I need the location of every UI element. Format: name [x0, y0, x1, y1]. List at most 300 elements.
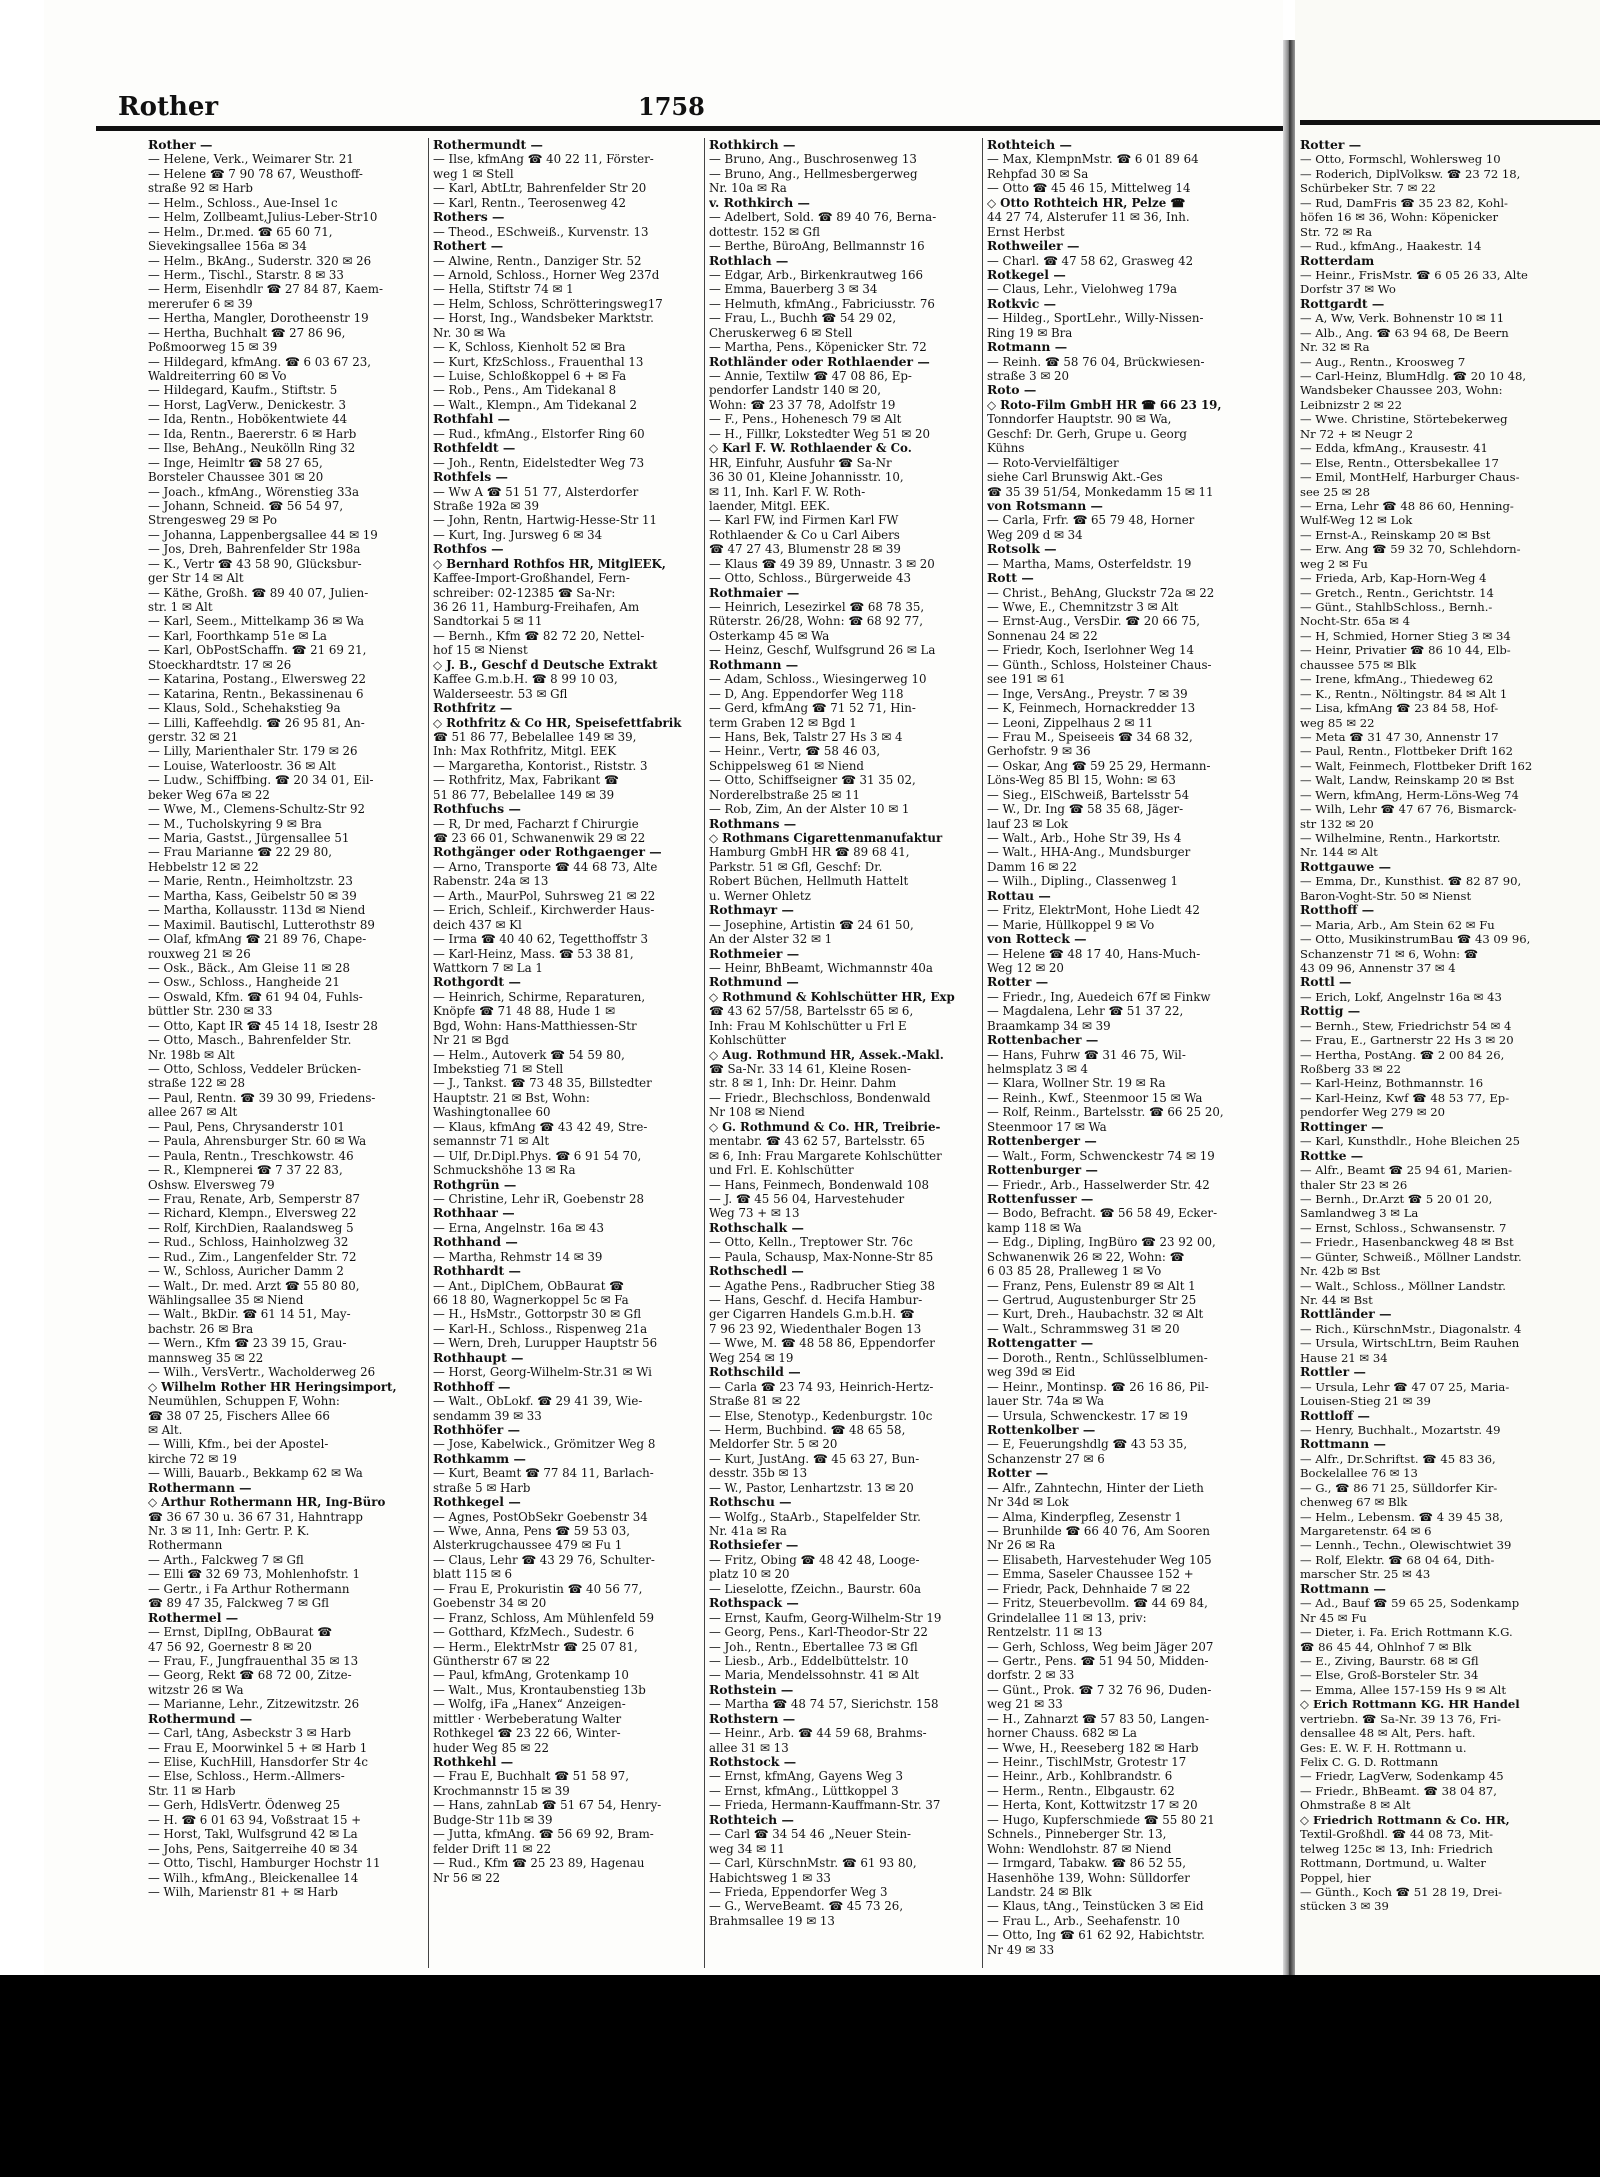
- surname-heading: Rothfels —: [433, 470, 508, 485]
- directory-entry-line: Roßberg 33 ✉ 22: [1300, 1062, 1401, 1076]
- directory-entry-line: — Otto, Tischl, Hamburger Hochstr 11: [148, 1856, 381, 1871]
- directory-entry-line: — K, Schloss, Kienholt 52 ✉ Bra: [433, 340, 626, 355]
- surname-heading: Rothstock —: [709, 1755, 797, 1769]
- directory-entry-line: beker Weg 67a ✉ 22: [148, 787, 270, 802]
- directory-entry-line: Wattkorn 7 ✉ La 1: [433, 960, 543, 975]
- directory-entry-line: — Gertr., i Fa Arthur Rothermann: [148, 1581, 350, 1596]
- surname-heading: Rothmeier —: [709, 946, 800, 961]
- directory-entry-line: — Walt., Arb., Hohe Str 39, Hs 4: [987, 831, 1182, 845]
- directory-entry-line: büttler Str. 230 ✉ 33: [148, 1004, 273, 1019]
- directory-entry-line: — J., Tankst. ☎ 73 48 35, Billstedter: [433, 1076, 652, 1091]
- directory-entry-line: — Hertha, PostAng. ☎ 2 00 84 26,: [1300, 1047, 1505, 1062]
- surname-heading: Rothschedl —: [709, 1264, 804, 1279]
- directory-entry-line: — Karl FW, ind Firmen Karl FW: [709, 513, 899, 528]
- directory-entry-line: — Agnes, PostObSekr Goebenstr 34: [433, 1509, 648, 1524]
- surname-heading: Rothermundt —: [433, 138, 543, 152]
- directory-entry-line: Nr. 41a ✉ Ra: [709, 1524, 787, 1538]
- directory-entry-line: Kohlschütter: [709, 1033, 786, 1048]
- directory-entry-line: — Wilh., kfmAng., Bleickenallee 14: [148, 1870, 359, 1885]
- directory-entry-line: — Franz, Pens, Eulenstr 89 ✉ Alt 1: [987, 1278, 1196, 1293]
- directory-entry-line: allee 31 ✉ 13: [709, 1740, 789, 1755]
- surname-heading: Rothmann —: [709, 657, 799, 672]
- directory-entry-line: — Christ., BehAng, Gluckstr 72a ✉ 22: [987, 585, 1215, 600]
- directory-entry-line: Nr 56 ✉ 22: [433, 1870, 501, 1885]
- surname-heading: Rottenfusser —: [987, 1191, 1094, 1206]
- directory-entry-line: — Klaus, tAng., Teinstücken 3 ✉ Eid: [987, 1899, 1204, 1914]
- directory-entry-line: — Ilse, kfmAng ☎ 40 22 11, Förster-: [433, 152, 654, 167]
- directory-entry-line: — Erna, Lehr ☎ 48 86 60, Henning-: [1300, 498, 1514, 513]
- directory-entry-line: — Georg, Pens., Karl-Theodor-Str 22: [709, 1625, 928, 1640]
- directory-entry-line: — Frau, Renate, Arb, Semperstr 87: [148, 1191, 361, 1206]
- directory-entry-line: — Günter, Schweiß., Möllner Landstr.: [1300, 1249, 1522, 1264]
- directory-entry-line: ☎ 43 62 57/58, Bartelsstr 65 ✉ 6,: [709, 1004, 914, 1019]
- directory-entry-line: — Kurt, JustAng. ☎ 45 63 27, Bun-: [709, 1451, 920, 1466]
- directory-entry-line: str. 8 ✉ 1, Inh: Dr. Heinr. Dahm: [709, 1076, 897, 1091]
- directory-entry-line: lauf 23 ✉ Lok: [987, 816, 1068, 831]
- directory-entry-line: weg 39d ✉ Eid: [987, 1365, 1076, 1380]
- directory-entry-line: — Gerh, Schloss, Weg beim Jäger 207: [987, 1639, 1214, 1654]
- directory-entry-line: — Martha, Kollausstr. 113d ✉ Niend: [148, 903, 366, 918]
- directory-entry-line: — Wern, kfmAng, Herm-Löns-Weg 74: [1300, 787, 1519, 802]
- directory-entry-line: — G., WerveBeamt. ☎ 45 73 26,: [709, 1899, 904, 1914]
- directory-entry-line: mererufer 6 ✉ 39: [148, 296, 253, 311]
- directory-entry-line: — Frau, L., Buchh ☎ 54 29 02,: [709, 311, 897, 326]
- directory-entry-line: — Wern., Kfm ☎ 23 39 15, Grau-: [148, 1336, 347, 1351]
- directory-entry-line: — Helm, Zollbeamt,Julius-Leber-Str10: [148, 210, 378, 225]
- firm-entry: ◇ Rothfritz & Co HR, Speisefettfabrik: [433, 715, 682, 730]
- firm-entry: ◇ Aug. Rothmund HR, Assek.-Makl.: [709, 1047, 944, 1062]
- directory-entry-line: — Irma ☎ 40 40 62, Tegetthoffstr 3: [433, 932, 649, 947]
- directory-entry-line: Steenmoor 17 ✉ Wa: [987, 1119, 1107, 1134]
- directory-entry-line: Meldorfer Str. 5 ✉ 20: [709, 1437, 838, 1452]
- surname-heading: Rothhoff —: [433, 1379, 511, 1394]
- directory-entry-line: — Ida, Rentn., Hobökentwiete 44: [148, 412, 348, 427]
- directory-entry-line: — Walt., HHA-Ang., Mundsburger: [987, 845, 1191, 860]
- firm-entry: ◇ J. B., Geschf d Deutsche Extrakt: [433, 657, 658, 672]
- surname-heading: Rothhöfer —: [433, 1422, 521, 1437]
- directory-entry-line: — Ulf, Dr.Dipl.Phys. ☎ 6 91 54 70,: [433, 1148, 642, 1163]
- directory-column-1: [148, 138, 426, 1899]
- directory-entry-line: — Joh., Rentn., Ebertallee 73 ✉ Gfl: [709, 1639, 918, 1654]
- directory-entry-line: chenweg 67 ✉ Blk: [1300, 1495, 1408, 1510]
- directory-entry-line: — Ernst, kfmAng, Gayens Weg 3: [709, 1769, 904, 1784]
- directory-entry-line: — M., Tucholskyring 9 ✉ Bra: [148, 816, 322, 831]
- directory-entry-line: — Rud., Schloss, Hainholzweg 32: [148, 1235, 349, 1250]
- directory-entry-line: Geschf: Dr. Gerh, Grupe u. Georg: [987, 426, 1187, 441]
- directory-entry-line: — Karl, Kunsthdlr., Hohe Bleichen 25: [1300, 1134, 1520, 1149]
- directory-entry-line: — Magdalena, Lehr ☎ 51 37 22,: [987, 1004, 1184, 1019]
- directory-entry-line: Ernst Herbst: [987, 224, 1065, 239]
- surname-heading: Rothkirch —: [709, 138, 796, 152]
- directory-entry-line: — Walt., ObLokf. ☎ 29 41 39, Wie-: [433, 1394, 643, 1409]
- directory-entry-line: bachstr. 26 ✉ Bra: [148, 1321, 254, 1336]
- directory-entry-line: blatt 115 ✉ 6: [433, 1567, 512, 1582]
- directory-entry-line: Schwanenwik 26 ✉ 22, Wohn: ☎: [987, 1249, 1185, 1264]
- directory-entry-line: hof 15 ✉ Nienst: [433, 643, 528, 658]
- surname-heading: Rothgordt —: [433, 975, 521, 990]
- directory-entry-line: Wohn: Wendlohstr. 87 ✉ Niend: [987, 1841, 1172, 1856]
- directory-entry-line: — Paula, Ahrensburger Str. 60 ✉ Wa: [148, 1134, 367, 1149]
- directory-entry-line: — Wwe, E., Chemnitzstr 3 ✉ Alt: [987, 600, 1179, 614]
- directory-entry-line: — Alfr., Zahntechn, Hinter der Lieth: [987, 1480, 1204, 1495]
- directory-entry-line: — F., Pens., Hohenesch 79 ✉ Alt: [709, 412, 902, 427]
- directory-entry-line: weg 2 ✉ Fu: [1300, 556, 1368, 571]
- directory-entry-line: Louisen-Stieg 21 ✉ 39: [1300, 1394, 1431, 1409]
- directory-entry-line: — Louise, Waterloostr. 36 ✉ Alt: [148, 758, 336, 773]
- directory-entry-line: — Arth., Falckweg 7 ✉ Gfl: [148, 1552, 304, 1567]
- directory-entry-line: — Frau E, Prokuristin ☎ 40 56 77,: [433, 1581, 643, 1596]
- directory-entry-line: Schanzenstr 71 ✉ 6, Wohn: ☎: [1300, 946, 1479, 961]
- directory-entry-line: — Else, Stenotyp., Kedenburgstr. 10c: [709, 1408, 933, 1423]
- directory-entry-line: — Herm., Tischl., Starstr. 8 ✉ 33: [148, 267, 344, 282]
- directory-entry-line: — Frieda, Eppendorfer Weg 3: [709, 1884, 888, 1899]
- directory-entry-line: — Friedr., Hasenbanckweg 48 ✉ Bst: [1300, 1235, 1514, 1250]
- directory-entry-line: Alsterkrugchaussee 479 ✉ Fu 1: [433, 1538, 623, 1553]
- directory-entry-line: — Walt., Dr. med. Arzt ☎ 55 80 80,: [148, 1278, 360, 1293]
- directory-entry-line: huder Weg 85 ✉ 22: [433, 1740, 549, 1755]
- directory-entry-line: — Rud., kfmAng., Elstorfer Ring 60: [433, 426, 645, 441]
- directory-entry-line: — Alma, Kinderpfleg, Zesenstr 1: [987, 1509, 1182, 1524]
- directory-entry-line: — W., Pastor, Lenhartzstr. 13 ✉ 20: [709, 1480, 914, 1495]
- directory-entry-line: schreiber: 02-12385 ☎ Sa-Nr:: [433, 585, 616, 600]
- directory-entry-line: — Otto ☎ 45 46 15, Mittelweg 14: [987, 181, 1191, 196]
- directory-entry-line: Neumühlen, Schuppen F, Wohn:: [148, 1394, 340, 1409]
- surname-heading: Rottmann —: [1300, 1581, 1386, 1596]
- directory-entry-line: — Heinr., Arb. ☎ 44 59 68, Brahms-: [709, 1726, 927, 1741]
- directory-entry-line: — Carl-Heinz, BlumHdlg. ☎ 20 10 48,: [1300, 369, 1527, 383]
- surname-heading: Rottenbacher —: [987, 1033, 1099, 1048]
- directory-entry-line: — Hans, Fuhrw ☎ 31 46 75, Wil-: [987, 1047, 1186, 1062]
- directory-entry-line: — Reinh., Kwf., Steenmoor 15 ✉ Wa: [987, 1090, 1203, 1105]
- surname-heading: Rothermund —: [148, 1711, 253, 1726]
- directory-entry-line: — Ant., DiplChem, ObBaurat ☎: [433, 1278, 624, 1293]
- directory-entry-line: — Paul, Rentn., Flottbeker Drift 162: [1300, 744, 1514, 759]
- directory-entry-line: — Emma, Bauerberg 3 ✉ 34: [709, 282, 878, 297]
- directory-entry-line: — Friedr., Arb., Hasselwerder Str. 42: [987, 1177, 1210, 1192]
- directory-entry-line: Wohn: ☎ 23 37 78, Adolfstr 19: [709, 397, 896, 412]
- directory-entry-line: semannstr 71 ✉ Alt: [433, 1134, 550, 1149]
- directory-entry-line: — Inge, Heimltr ☎ 58 27 65,: [148, 455, 323, 470]
- directory-entry-line: Braamkamp 34 ✉ 39: [987, 1018, 1111, 1033]
- directory-entry-line: Poßmoorweg 15 ✉ 39: [148, 340, 278, 355]
- directory-entry-line: — Jos, Dreh, Bahrenfelder Str 198a: [148, 542, 361, 557]
- directory-entry-line: Nr 34d ✉ Lok: [987, 1495, 1069, 1510]
- directory-entry-line: telweg 125c ✉ 13, Inh: Friedrich: [1300, 1841, 1493, 1856]
- directory-entry-line: Sandtorkai 5 ✉ 11: [433, 614, 543, 629]
- directory-entry-line: — Hertha, Mangler, Dorotheenstr 19: [148, 311, 369, 326]
- directory-entry-line: — Bodo, Befracht. ☎ 56 58 49, Ecker-: [987, 1206, 1218, 1221]
- directory-entry-line: Goebenstr 34 ✉ 20: [433, 1596, 547, 1611]
- directory-entry-line: — R., Klempnerei ☎ 7 37 22 83,: [148, 1163, 343, 1178]
- surname-heading: Rothmayr —: [709, 903, 794, 918]
- surname-heading: Rothländer oder Rothlaender —: [709, 354, 930, 369]
- directory-entry-line: Baron-Voght-Str. 50 ✉ Nienst: [1300, 888, 1472, 903]
- surname-heading: Rotter —: [987, 975, 1049, 990]
- directory-entry-line: — Heinr., Montinsp. ☎ 26 16 86, Pil-: [987, 1379, 1209, 1394]
- directory-entry-line: — Herm., Rentn., Elbgaustr. 62: [987, 1783, 1175, 1798]
- directory-entry-line: — Wwe, Anna, Pens ☎ 59 53 03,: [433, 1524, 631, 1538]
- directory-entry-line: — Carl, KürschnMstr. ☎ 61 93 80,: [709, 1856, 917, 1871]
- directory-entry-line: — Karl-Heinz, Bothmannstr. 16: [1300, 1076, 1484, 1091]
- directory-entry-line: 66 18 80, Wagnerkoppel 5c ✉ Fa: [433, 1293, 629, 1307]
- directory-entry-line: — Klaus ☎ 49 39 89, Unnastr. 3 ✉ 20: [709, 556, 935, 571]
- directory-entry-line: mannsweg 35 ✉ 22: [148, 1350, 264, 1365]
- directory-entry-line: — Max, KlempnMstr. ☎ 6 01 89 64: [987, 152, 1199, 167]
- directory-entry-line: Kaffee-Import-Großhandel, Fern-: [433, 571, 630, 586]
- directory-entry-line: — Wwe, M. ☎ 48 58 86, Eppendorfer: [709, 1336, 935, 1351]
- directory-entry-line: — Rolf, Elektr. ☎ 68 04 64, Dith-: [1300, 1552, 1495, 1567]
- directory-entry-line: — Otto, Masch., Bahrenfelder Str.: [148, 1033, 352, 1048]
- directory-entry-line: — Helm., Lebensm. ☎ 4 39 45 38,: [1300, 1509, 1504, 1524]
- directory-entry-line: — D, Ang. Eppendorfer Weg 118: [709, 686, 904, 701]
- directory-entry-line: Habichtsweg 1 ✉ 33: [709, 1870, 831, 1885]
- page-number: 1758: [638, 92, 705, 121]
- directory-entry-line: — Martha, Mams, Osterfeldstr. 19: [987, 556, 1192, 571]
- directory-entry-line: — Elise, KuchHill, Hansdorfer Str 4c: [148, 1755, 369, 1769]
- directory-entry-line: — Joh., Rentn, Eidelstedter Weg 73: [433, 455, 645, 470]
- directory-entry-line: — Karl, AbtLtr, Bahrenfelder Str 20: [433, 181, 647, 196]
- running-head-surname: Rother: [118, 92, 219, 122]
- surname-heading: Rothfahl —: [433, 412, 511, 427]
- directory-entry-line: — Horst, LagVerw., Denickestr. 3: [148, 397, 346, 412]
- directory-entry-line: — Sieg., ElSchweiß, Bartelsstr 54: [987, 787, 1190, 802]
- directory-entry-line: Ohmstraße 8 ✉ Alt: [1300, 1798, 1411, 1813]
- directory-entry-line: Walderseestr. 53 ✉ Gfl: [433, 686, 568, 701]
- surname-heading: Rothschild —: [709, 1365, 801, 1380]
- directory-entry-line: Rentzelstr. 11 ✉ 13: [987, 1625, 1103, 1640]
- directory-entry-line: — Arth., MaurPol, Suhrsweg 21 ✉ 22: [433, 888, 656, 903]
- surname-heading: Rotsolk —: [987, 542, 1057, 557]
- directory-entry-line: weg 21 ✉ 33: [987, 1697, 1063, 1712]
- directory-entry-line: — Bernh., Kfm ☎ 82 72 20, Nettel-: [433, 628, 645, 643]
- firm-entry: ◇ Rothmund & Kohlschütter HR, Exp: [709, 989, 955, 1004]
- directory-entry-line: mentabr. ☎ 43 62 57, Bartelsstr. 65: [709, 1134, 925, 1149]
- directory-entry-line: Kühns: [987, 441, 1025, 456]
- directory-entry-line: — H., Fillkr, Lokstedter Weg 51 ✉ 20: [709, 426, 930, 441]
- directory-entry-line: — A, Ww, Verk. Bohnenstr 10 ✉ 11: [1300, 311, 1505, 326]
- directory-entry-line: — Heinr., TischlMstr, Grotestr 17: [987, 1755, 1187, 1769]
- directory-entry-line: ☎ Sa-Nr. 33 14 61, Kleine Rosen-: [709, 1062, 912, 1076]
- directory-entry-line: lauer Str. 74a ✉ Wa: [987, 1394, 1105, 1409]
- directory-column-4: [987, 138, 1275, 1957]
- directory-entry-line: — Helene ☎ 7 90 78 67, Weusthoff-: [148, 166, 363, 181]
- directory-entry-line: — Käthe, Großh. ☎ 89 40 07, Julien-: [148, 585, 369, 600]
- directory-entry-line: straße 3 ✉ 20: [987, 369, 1069, 383]
- directory-entry-line: — Richard, Klempn., Elversweg 22: [148, 1206, 357, 1221]
- surname-heading: Rothsiefer —: [709, 1538, 799, 1553]
- directory-entry-line: Wählingsallee 35 ✉ Niend: [148, 1293, 304, 1307]
- directory-entry-line: — R, Dr med, Facharzt f Chirurgie: [433, 816, 639, 831]
- surname-heading: Rottler —: [1300, 1365, 1366, 1380]
- directory-entry-line: Schmuckshöhe 13 ✉ Ra: [433, 1163, 576, 1178]
- directory-entry-line: Nr. 198b ✉ Alt: [148, 1047, 235, 1062]
- surname-heading: Rothgrün —: [433, 1177, 517, 1192]
- firm-entry: ◇ Erich Rottmann KG. HR Handel: [1300, 1697, 1520, 1712]
- directory-entry-line: — Carla, Frfr. ☎ 65 79 48, Horner: [987, 513, 1195, 528]
- directory-entry-line: — Katarina, Rentn., Bekassinenau 6: [148, 686, 364, 701]
- directory-entry-line: — Fritz, Obing ☎ 48 42 48, Looge-: [709, 1552, 920, 1567]
- directory-entry-line: — Brunhilde ☎ 66 40 76, Am Sooren: [987, 1524, 1210, 1538]
- directory-entry-line: — Helm., Schloss., Aue-Insel 1c: [148, 195, 338, 210]
- directory-entry-line: Hamburg GmbH HR ☎ 89 68 41,: [709, 845, 910, 860]
- directory-entry-line: Sonnenau 24 ✉ 22: [987, 628, 1098, 643]
- directory-entry-line: — Lisa, kfmAng ☎ 23 84 58, Hof-: [1300, 701, 1499, 716]
- directory-entry-line: pendorfer Weg 279 ✉ 20: [1300, 1105, 1445, 1120]
- directory-entry-line: Cheruskerweg 6 ✉ Stell: [709, 325, 853, 340]
- directory-entry-line: — Ernst, kfmAng., Lüttkoppel 3: [709, 1783, 899, 1798]
- directory-entry-line: — Maria, Mendelssohnstr. 41 ✉ Alt: [709, 1668, 920, 1683]
- directory-entry-line: felder Drift 11 ✉ 22: [433, 1841, 552, 1856]
- directory-entry-line: — Ad., Bauf ☎ 59 65 25, Sodenkamp: [1300, 1596, 1520, 1611]
- directory-entry-line: Str. 72 ✉ Ra: [1300, 224, 1372, 239]
- surname-heading: Rothhaupt —: [433, 1350, 524, 1365]
- directory-entry-line: vertriebn. ☎ Sa-Nr. 39 13 76, Fri-: [1300, 1711, 1501, 1726]
- directory-entry-line: — Günt., StahlbSchloss., Bernh.-: [1300, 600, 1493, 614]
- directory-entry-line: — Otto, Ing ☎ 61 62 92, Habichtstr.: [987, 1928, 1205, 1943]
- directory-entry-line: Nr. 42b ✉ Bst: [1300, 1264, 1381, 1279]
- directory-entry-line: — Frau, E., Gartnerstr 22 Hs 3 ✉ 20: [1300, 1033, 1514, 1048]
- directory-entry-line: straße 122 ✉ 28: [148, 1076, 245, 1091]
- directory-entry-line: Krochmannstr 15 ✉ 39: [433, 1783, 570, 1798]
- surname-heading: Rothstern —: [709, 1711, 796, 1726]
- directory-entry-line: — Ernst, DiplIng, ObBaurat ☎: [148, 1625, 332, 1640]
- directory-column-3: [709, 138, 979, 1928]
- directory-entry-line: — Herm, Eisenhdlr ☎ 27 84 87, Kaem-: [148, 282, 383, 297]
- directory-entry-line: Nr. 30 ✉ Wa: [433, 325, 506, 340]
- directory-entry-line: Straße 192a ✉ 39: [433, 498, 540, 513]
- directory-entry-line: — Frau, F., Jungfrauenthal 35 ✉ 13: [148, 1653, 359, 1668]
- directory-entry-line: — Ludw., Schiffbing. ☎ 20 34 01, Eil-: [148, 773, 374, 788]
- directory-entry-line: — Otto, Formschl, Wohlersweg 10: [1300, 152, 1501, 167]
- directory-entry-line: — Elli ☎ 32 69 73, Mohlenhofstr. 1: [148, 1567, 361, 1582]
- directory-entry-line: — Paula, Schausp, Max-Nonne-Str 85: [709, 1249, 934, 1264]
- directory-entry-line: platz 10 ✉ 20: [709, 1567, 790, 1582]
- surname-heading: Rothmaier —: [709, 585, 800, 600]
- directory-entry-line: — Rud., kfmAng., Haakestr. 14: [1300, 239, 1482, 254]
- directory-entry-line: 7 96 23 92, Wiedenthaler Bogen 13: [709, 1321, 922, 1336]
- surname-heading: Rottenkolber —: [987, 1422, 1096, 1437]
- directory-entry-line: — Erich, Schleif., Kirchwerder Haus-: [433, 903, 655, 918]
- directory-entry-line: — Wwe. Christine, Störtebekerweg: [1300, 412, 1508, 427]
- directory-entry-line: — Karl, Rentn., Teerosenweg 42: [433, 195, 627, 210]
- directory-entry-line: — K., Rentn., Nöltingstr. 84 ✉ Alt 1: [1300, 686, 1508, 701]
- directory-entry-line: — Friedr, LagVerw, Sodenkamp 45: [1300, 1769, 1504, 1784]
- directory-entry-line: Rottmann, Dortmund, u. Walter: [1300, 1856, 1486, 1871]
- directory-entry-line: — Friedr., BhBeamt. ☎ 38 04 87,: [1300, 1783, 1497, 1798]
- directory-entry-line: — Inge, VersAng., Preystr. 7 ✉ 39: [987, 686, 1188, 701]
- directory-entry-line: — Gertrud, Augustenburger Str 25: [987, 1293, 1197, 1307]
- directory-entry-line: ☎ 23 66 01, Schwanenwik 29 ✉ 22: [433, 831, 646, 845]
- directory-entry-line: — Georg, Rekt ☎ 68 72 00, Zitze-: [148, 1668, 352, 1683]
- directory-entry-line: Parkstr. 51 ✉ Gfl, Geschf: Dr.: [709, 859, 883, 874]
- directory-entry-line: Schanzenstr 27 ✉ 6: [987, 1451, 1105, 1466]
- surname-heading: Rotthoff —: [1300, 903, 1375, 918]
- column-divider: [982, 138, 983, 1968]
- directory-entry-line: — Maria, Arb., Am Stein 62 ✉ Fu: [1300, 917, 1495, 932]
- firm-entry: ◇ Friedrich Rottmann & Co. HR,: [1300, 1812, 1510, 1827]
- firm-entry: ◇ Otto Rothteich HR, Pelze ☎: [987, 195, 1186, 210]
- directory-entry-line: — Maria, Gastst., Jürgensallee 51: [148, 831, 350, 845]
- directory-entry-line: — H., Zahnarzt ☎ 57 83 50, Langen-: [987, 1711, 1209, 1726]
- directory-entry-line: Textil-Großhdl. ☎ 44 08 73, Mit-: [1300, 1827, 1494, 1842]
- directory-entry-line: — Oskar, Ang ☎ 59 25 29, Hermann-: [987, 758, 1211, 773]
- directory-entry-line: helmsplatz 3 ✉ 4: [987, 1062, 1089, 1076]
- directory-entry-line: — Horst, Georg-Wilhelm-Str.31 ✉ Wi: [433, 1365, 652, 1380]
- directory-entry-line: — Agathe Pens., Radbrucher Stieg 38: [709, 1278, 936, 1293]
- directory-entry-line: see 191 ✉ 61: [987, 672, 1066, 687]
- directory-entry-line: siehe Carl Brunswig Akt.-Ges: [987, 470, 1163, 485]
- directory-entry-line: — Roto-Vervielfältiger: [987, 455, 1119, 470]
- surname-heading: Rottengatter —: [987, 1336, 1094, 1351]
- directory-entry-line: — Walt., Schrammsweg 31 ✉ 20: [987, 1321, 1180, 1336]
- directory-entry-line: — Katarina, Postang., Elwersweg 22: [148, 672, 367, 687]
- directory-entry-line: Robert Büchen, Hellmuth Hattelt: [709, 874, 909, 889]
- surname-heading: v. Rothkirch —: [709, 195, 810, 210]
- surname-heading: Rotterdam: [1300, 253, 1375, 268]
- surname-heading: Rothfritz —: [433, 701, 513, 716]
- directory-entry-line: — Hans, Feinmech, Bondenwald 108: [709, 1177, 930, 1192]
- directory-entry-line: — Paula, Rentn., Treschkowstr. 46: [148, 1148, 354, 1163]
- directory-entry-line: — Helm., BkAng., Suderstr. 320 ✉ 26: [148, 253, 372, 268]
- directory-entry-line: Rehpfad 30 ✉ Sa: [987, 166, 1089, 181]
- directory-entry-line: thaler Str 23 ✉ 26: [1300, 1177, 1408, 1192]
- directory-entry-line: — Erich, Lokf, Angelnstr 16a ✉ 43: [1300, 989, 1502, 1004]
- directory-entry-line: — Rud., Zim., Langenfelder Str. 72: [148, 1249, 357, 1264]
- directory-entry-line: Damm 16 ✉ 22: [987, 859, 1078, 874]
- directory-entry-line: — Ida, Rentn., Baererstr. 6 ✉ Harb: [148, 426, 357, 441]
- directory-entry-line: ☎ 36 67 30 u. 36 67 31, Hahntrapp: [148, 1509, 363, 1524]
- surname-heading: Rottmann —: [1300, 1437, 1386, 1452]
- directory-entry-line: str 132 ✉ 20: [1300, 816, 1374, 831]
- directory-entry-line: — Gertr., Pens. ☎ 51 94 50, Midden-: [987, 1653, 1209, 1668]
- directory-entry-line: Nr 72 + ✉ Neugr 2: [1300, 426, 1414, 441]
- directory-entry-line: — Berthe, BüroAng, Bellmannstr 16: [709, 239, 925, 254]
- directory-entry-line: — Hella, Stiftstr 74 ✉ 1: [433, 282, 574, 297]
- directory-entry-line: — Hans, Geschf. d. Hecifa Hambur-: [709, 1293, 923, 1307]
- directory-entry-line: Schürbeker Str. 7 ✉ 22: [1300, 181, 1436, 196]
- directory-entry-line: — Kurt, Ing. Jursweg 6 ✉ 34: [433, 527, 603, 542]
- directory-entry-line: — Marie, Hüllkoppel 9 ✉ Vo: [987, 917, 1155, 932]
- directory-entry-line: — Klaus, kfmAng ☎ 43 42 49, Stre-: [433, 1119, 648, 1134]
- directory-entry-line: — Hildegard, kfmAng. ☎ 6 03 67 23,: [148, 354, 372, 369]
- directory-entry-line: — K, Feinmech, Hornackredder 13: [987, 701, 1196, 716]
- adjacent-header-rule: [1300, 120, 1600, 125]
- directory-entry-line: — Henry, Buchhalt., Mozartstr. 49: [1300, 1422, 1501, 1437]
- directory-entry-line: — Edda, kfmAng., Krausestr. 41: [1300, 441, 1488, 456]
- surname-heading: Rotmann —: [987, 340, 1068, 355]
- surname-heading: Rothteich —: [987, 138, 1072, 152]
- directory-entry-line: — Elisabeth, Harvestehuder Weg 105: [987, 1552, 1212, 1567]
- directory-entry-line: Weg 73 + ✉ 13: [709, 1206, 800, 1221]
- directory-entry-line: — Alwine, Rentn., Danziger Str. 52: [433, 253, 642, 268]
- directory-entry-line: — Helm, Schloss, Schrötteringsweg17: [433, 296, 663, 311]
- directory-entry-line: kamp 118 ✉ Wa: [987, 1220, 1082, 1235]
- directory-entry-line: densallee 48 ✉ Alt, Pers. haft.: [1300, 1726, 1476, 1741]
- directory-entry-line: — Wern, Dreh, Lurupper Hauptstr 56: [433, 1336, 658, 1351]
- directory-entry-line: — Otto, Kelln., Treptower Str. 76c: [709, 1235, 913, 1250]
- directory-entry-line: — Klaus, Sold., Schehakstieg 9a: [148, 701, 341, 716]
- surname-heading: Rottenburger —: [987, 1163, 1098, 1178]
- directory-entry-line: — Walt., BkDir. ☎ 61 14 51, May-: [148, 1307, 351, 1322]
- directory-entry-line: Rothlaender & Co u Carl Aibers: [709, 527, 900, 542]
- directory-entry-line: Wandsbeker Chaussee 203, Wohn:: [1300, 383, 1503, 398]
- directory-entry-line: — Martha ☎ 48 74 57, Sierichstr. 158: [709, 1697, 939, 1712]
- directory-entry-line: — Frieda, Hermann-Kauffmann-Str. 37: [709, 1798, 941, 1813]
- directory-entry-line: Budge-Str 11b ✉ 39: [433, 1812, 553, 1827]
- directory-entry-line: — Charl. ☎ 47 58 62, Grasweg 42: [987, 253, 1194, 268]
- directory-entry-line: straße 92 ✉ Harb: [148, 181, 253, 196]
- directory-entry-line: ☎ 47 27 43, Blumenstr 28 ✉ 39: [709, 542, 901, 557]
